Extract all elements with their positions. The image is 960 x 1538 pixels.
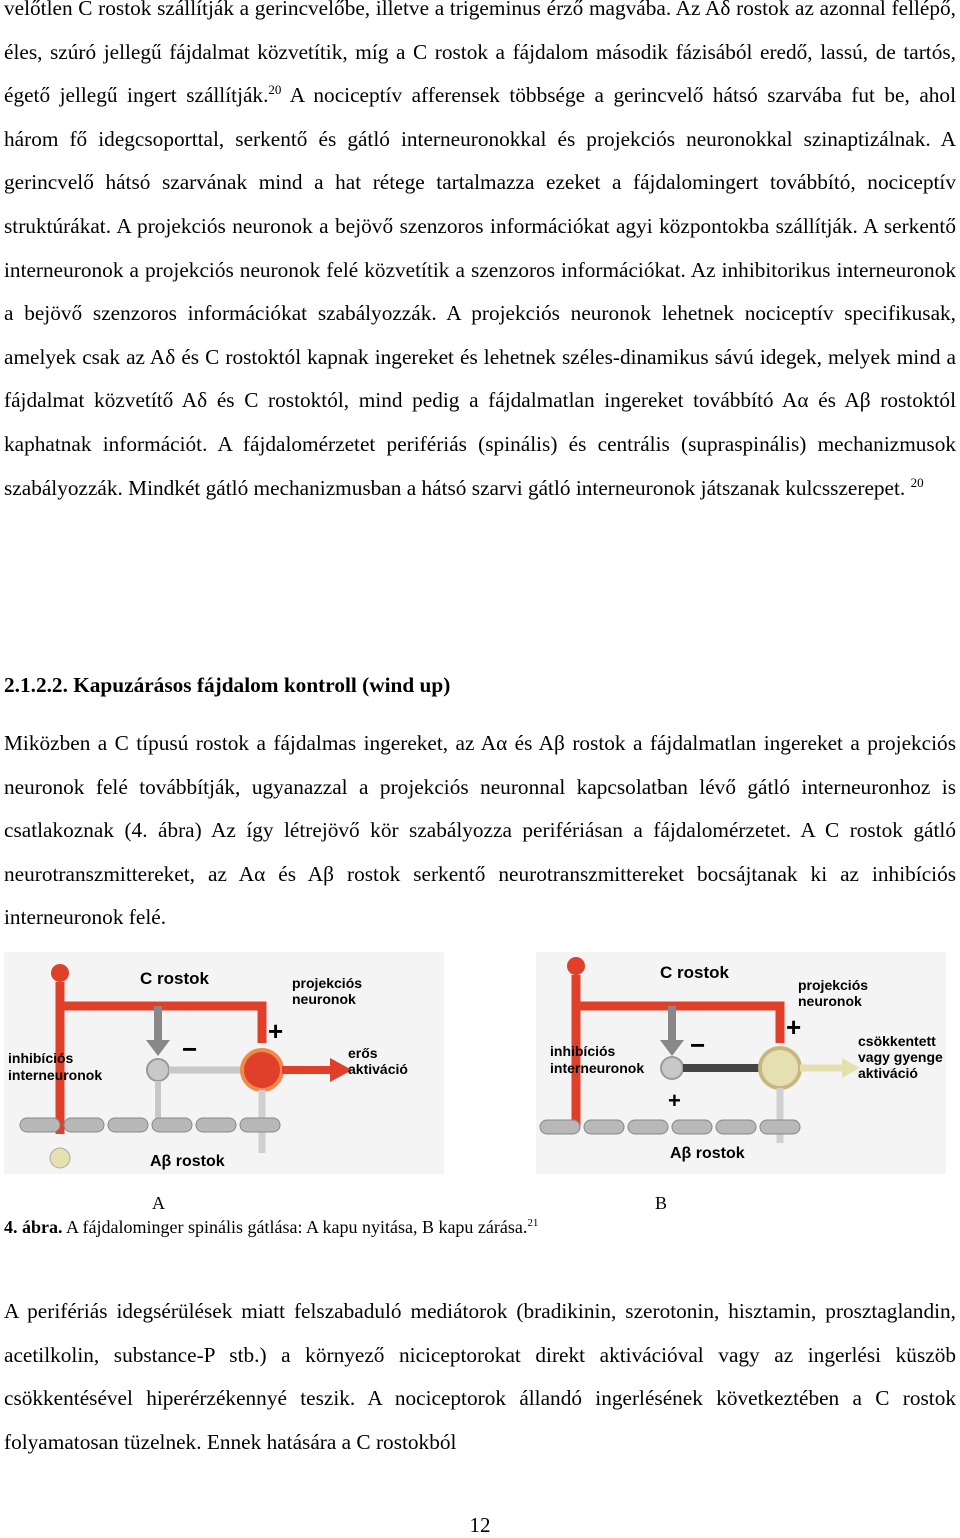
caption-reference: 21 [527,1217,539,1229]
panel-a-minus-sign: − [182,1034,198,1064]
panel-b-plus-sign: + [786,1012,802,1042]
section-title: Kapuzárásos fájdalom kontroll (wind up) [67,673,451,697]
caption-label: 4. ábra. [4,1217,63,1237]
panel-a-proj-label-2: neuronok [292,991,356,1007]
panel-b-plus-sign-2: + [668,1088,681,1113]
paragraph-1 [4,0,956,510]
page-number: 12 [469,1513,491,1537]
panel-b-inh-label-1: inhibíciós [550,1043,616,1059]
panel-a-c-rostok-label: C rostok [140,969,209,988]
panel-b-inh-label-2: interneuronok [550,1060,645,1076]
reference-20-b: 20 [910,474,924,490]
panel-a-letter: A [152,1193,165,1213]
panel-a-activation-label-2: aktiváció [348,1061,408,1077]
panel-a-inh-label-2: interneuronok [8,1067,103,1083]
panel-b-minus-sign: − [690,1030,706,1060]
panel-b-activation-label-1: csökkentett [858,1033,936,1049]
paragraph-2: Miközben a C típusú rostok a fájdalmas ingereket, az Aα és Aβ rostok a fájdalmatlan ingereket a projekciós neuronok felé továbbítják, ugyanazzal a projekciós neuronnal kapcsolatban lévő gátló interneuronhoz is csatlakoznak (4. ábra) Az így létrejövő kör szabályozza perifériásan a fájdalomérzetet. A C rostok gátló neurotranszmittereket, az Aα és Aβ rostok serkentő neurotranszmittereket bocsájtanak ki az inhibíciós interneuronok felé. [4,731,956,930]
panel-a-proj-label-1: projekciós [292,975,363,991]
panel-b-ab-rostok-label: Aβ rostok [670,1145,745,1162]
figure-4-diagram [0,948,960,1180]
panel-b-letter: B [655,1193,668,1213]
panel-b-activation-label-3: aktiváció [858,1065,918,1081]
paragraph-1-text: velőtlen C rostok szállítják a gerincvelőbe, illetve a trigeminus érző magvába. Az Aδ rostok az azonnal fellépő, éles, szúró jellegű fájdalmat közvetítik, míg a C rostok a fájdalom második fázisából eredő, lassú, de tartós, égető jellegű ingert szállítják. [4,0,956,108]
paragraph-3: A perifériás idegsérülések miatt felszabaduló mediátorok (bradikinin, szerotonin, hisztamin, prosztaglandin, acetilkolin, substance-P stb.) a környező niciceptorokat direkt aktivációval vagy az ingerlési küszöb csökkentésével hiperérzékennyé teszik. A nociceptorok állandó ingerlésének következtében a C rostok folyamatosan tüzelnek. Ennek hatására a C rostokból [4,1299,956,1454]
panel-b-activation-label-2: vagy gyenge [858,1049,943,1065]
panel-a-inh-label-1: inhibíciós [8,1050,74,1066]
panel-b-proj-label-1: projekciós [798,977,869,993]
paragraph-1-text-cont: A nociceptív afferensek többsége a gerincvelő hátsó szarvába fut be, ahol három fő idegcsoporttal, serkentő és gátló interneuronokkal és projekciós neuronokkal szinaptizálnak. A gerincvelő hátsó szarvának mind a hat rétege tartalmazza ezeket a fájdalomingert továbbító, nociceptív struktúrákat. A projekciós neuronok a bejövő szenzoros információkat agyi központokba szállítják. A serkentő interneuronok a projekciós neuronok felé közvetítik a szenzoros információkat. Az inhibitorikus interneuronok a bejövő szenzoros információkat szabályozzák. A projekciós neuronok lehetnek nociceptív specifikusak, amelyek csak az Aδ és C rostoktól kapnak ingereket és lehetnek széles-dinamikus sávú idegek, melyek mind a fájdalmat közvetítő Aδ és C rostoktól, mind pedig a fájdalmatlan ingereket továbbító Aα és Aβ rostoktól kaphatnak információt. A fájdalomérzetet perifériás (spinális) és centrális (supraspinális) mechanizmusok szabályozzák. Mindkét gátló mechanizmusban a hátsó szarvi gátló interneuronok játszanak kulcsszerepet. [4,83,956,500]
caption-text: A fájdalominger spinális gátlása: A kapu nyitása, B kapu zárása. [62,1217,528,1237]
section-number: 2.1.2.2. [4,673,68,697]
panel-a-plus-sign: + [268,1016,284,1046]
panel-b-proj-label-2: neuronok [798,993,862,1009]
figure-caption [4,1217,538,1238]
panel-a-ab-rostok-label: Aβ rostok [150,1153,225,1170]
panel-a-activation-label-1: erős [348,1045,378,1061]
section-heading [4,673,450,698]
panel-b-c-rostok-label: C rostok [660,963,729,982]
reference-20: 20 [268,82,282,98]
